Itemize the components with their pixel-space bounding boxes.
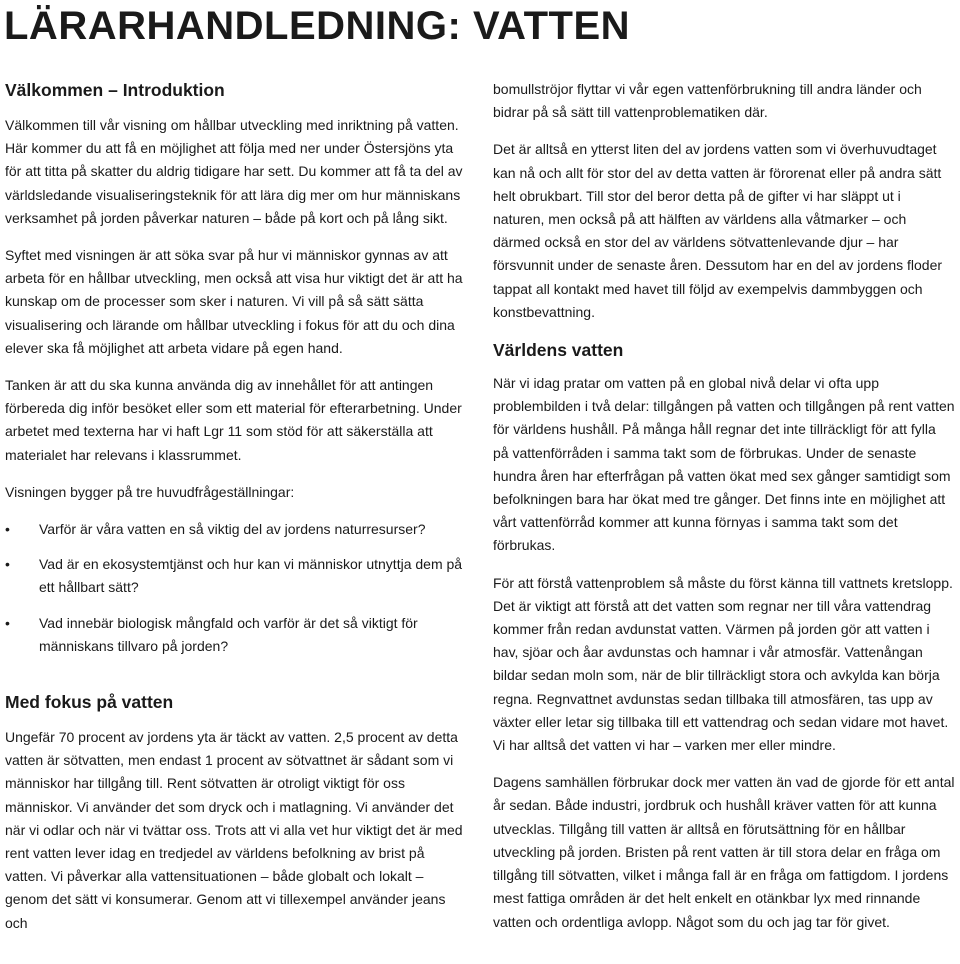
- paragraph: Dagens samhällen förbrukar dock mer vatten än vad de gjorde för ett antal år sedan. Både industri, jordbruk och hushåll kräver vatten för att kunna utvecklas. Tillgång till vatten är alltså en förutsättning för en hållbar utveckling på jorden. Bristen på rent vatten är till stora delar en fråga om tillgång till sötvatten, vilket i många fall är en fråga om fattigdom. I jordens mest fattiga områden är det helt enkelt en otänkbar lyx med rinnande vatten och ordentliga avlopp. Något som du och jag tar för givet.: [493, 774, 955, 930]
- question-list: [5, 518, 470, 658]
- paragraph: Det är alltså en ytterst liten del av jordens vatten som vi överhuvudtaget kan nå och allt för stor del av detta vatten är förorenat eller på andra sätt helt obrukbart. Till stor del beror detta på de gifter vi har släppt ut i naturen, men också på att hälften av världens alla våtmarker – och därmed också en stor del av världens sötvattenlevande djur – har försvunnit under de senaste åren. Dessutom har en del av jordens floder tappat all kontakt med havet till följd av exempelvis dammbyggen och konstbevattning.: [493, 141, 943, 320]
- list-item: • Varför är våra vatten en så viktig del av jordens naturresurser?: [5, 518, 470, 541]
- paragraph: bomullströjor flyttar vi vår egen vattenförbrukning till andra länder och bidrar på så sätt till vattenproblematiken där.: [493, 81, 922, 121]
- right-column: [493, 78, 955, 948]
- paragraph: När vi idag pratar om vatten på en global nivå delar vi ofta upp problembilden i två delar: tillgången på vatten och tillgången på rent vatten för världens hushåll. På många håll regnar det inte tillräckligt för att fylla på vattenförråden i samma takt som de förbrukas. Under de senaste hundra åren har efterfrågan på vatten ökat med sex gånger samtidigt som befolkningen bara har ökat med tre gånger. Det finns inte en möjlighet att vårt vattenförråd kommer att kunna förnyas i samma takt som det förbrukas.: [493, 375, 955, 554]
- paragraph: Ungefär 70 procent av jordens yta är täckt av vatten. 2,5 procent av detta vatten är sötvatten, men endast 1 procent av sötvattnet är sådant som vi människor har tillgång till. Rent sötvatten är otroligt viktigt för oss människor. Vi använder det som dryck och i matlagning. Vi använder det när vi odlar och när vi tvättar oss. Trots att vi alla vet hur viktigt det är med rent vatten lever idag en tredjedel av världens befolkning av brist på vatten. Vi påverkar alla vattensituationen – både globalt och lokalt – genom det sätt vi konsumerar. Genom att vi tillexempel använder jeans och: [5, 729, 463, 931]
- document-title: LÄRARHANDLEDNING: VATTEN: [4, 4, 631, 48]
- paragraph: Syftet med visningen är att söka svar på hur vi människor gynnas av att arbeta för en hållbar utveckling, men också att visa hur viktigt det är att ha kunskap om de processer som sker i naturen. Vi vill på så sätt sätta visualisering och lärande om hållbar utveckling i fokus för att du och dina elever ska få möjlighet att arbeta vidare på egen hand.: [5, 247, 463, 356]
- list-item: • Vad innebär biologisk mångfald och varför är det så viktigt för människans tillvaro på jorden?: [5, 612, 470, 658]
- section-heading-world: Världens vatten: [493, 340, 624, 361]
- paragraph: Välkommen till vår visning om hållbar utveckling med inriktning på vatten. Här kommer du att få en möjlighet att följa med ner under Östersjöns yta för att titta på skatter du aldrig tidigare har sett. Du kommer att få ta del av världsledande visualiseringsteknik för att lära dig mer om hur människans verksamhet på jorden påverkar naturen – både på kort och på lång sikt.: [5, 117, 463, 226]
- left-column: [5, 78, 470, 949]
- paragraph: Tanken är att du ska kunna använda dig av innehållet för att antingen förbereda dig inför besöket eller som ett material för efterarbetning. Under arbetet med texterna har vi haft Lgr 11 som stöd för att säkerställa att materialet har relevans i klassrummet.: [5, 377, 462, 463]
- section-heading-intro: Välkommen – Introduktion: [5, 80, 225, 100]
- paragraph: Visningen bygger på tre huvudfrågeställningar:: [5, 483, 295, 500]
- list-item: • Vad är en ekosystemtjänst och hur kan vi människor utnyttja dem på ett hållbart sätt?: [5, 553, 470, 599]
- section-heading-focus: Med fokus på vatten: [5, 692, 174, 713]
- paragraph: För att förstå vattenproblem så måste du först känna till vattnets kretslopp. Det är viktigt att förstå att det vatten som regnar ner till våra vattendrag kommer från redan avdunstat vatten. Värmen på jorden gör att vatten i hav, sjöar och åar avdunstas och hamnar i vår atmosfär. Vattenångan bildar sedan moln som, när de blir tillräckligt stora och avkylda kan börja regna. Regnvattnet avdunstas sedan tillbaka till atmosfären, tas upp av växter eller letar sig tillbaka till ett vattendrag och sedan vidare mot havet. Vi har alltså det vatten vi har – varken mer eller mindre.: [493, 574, 953, 754]
